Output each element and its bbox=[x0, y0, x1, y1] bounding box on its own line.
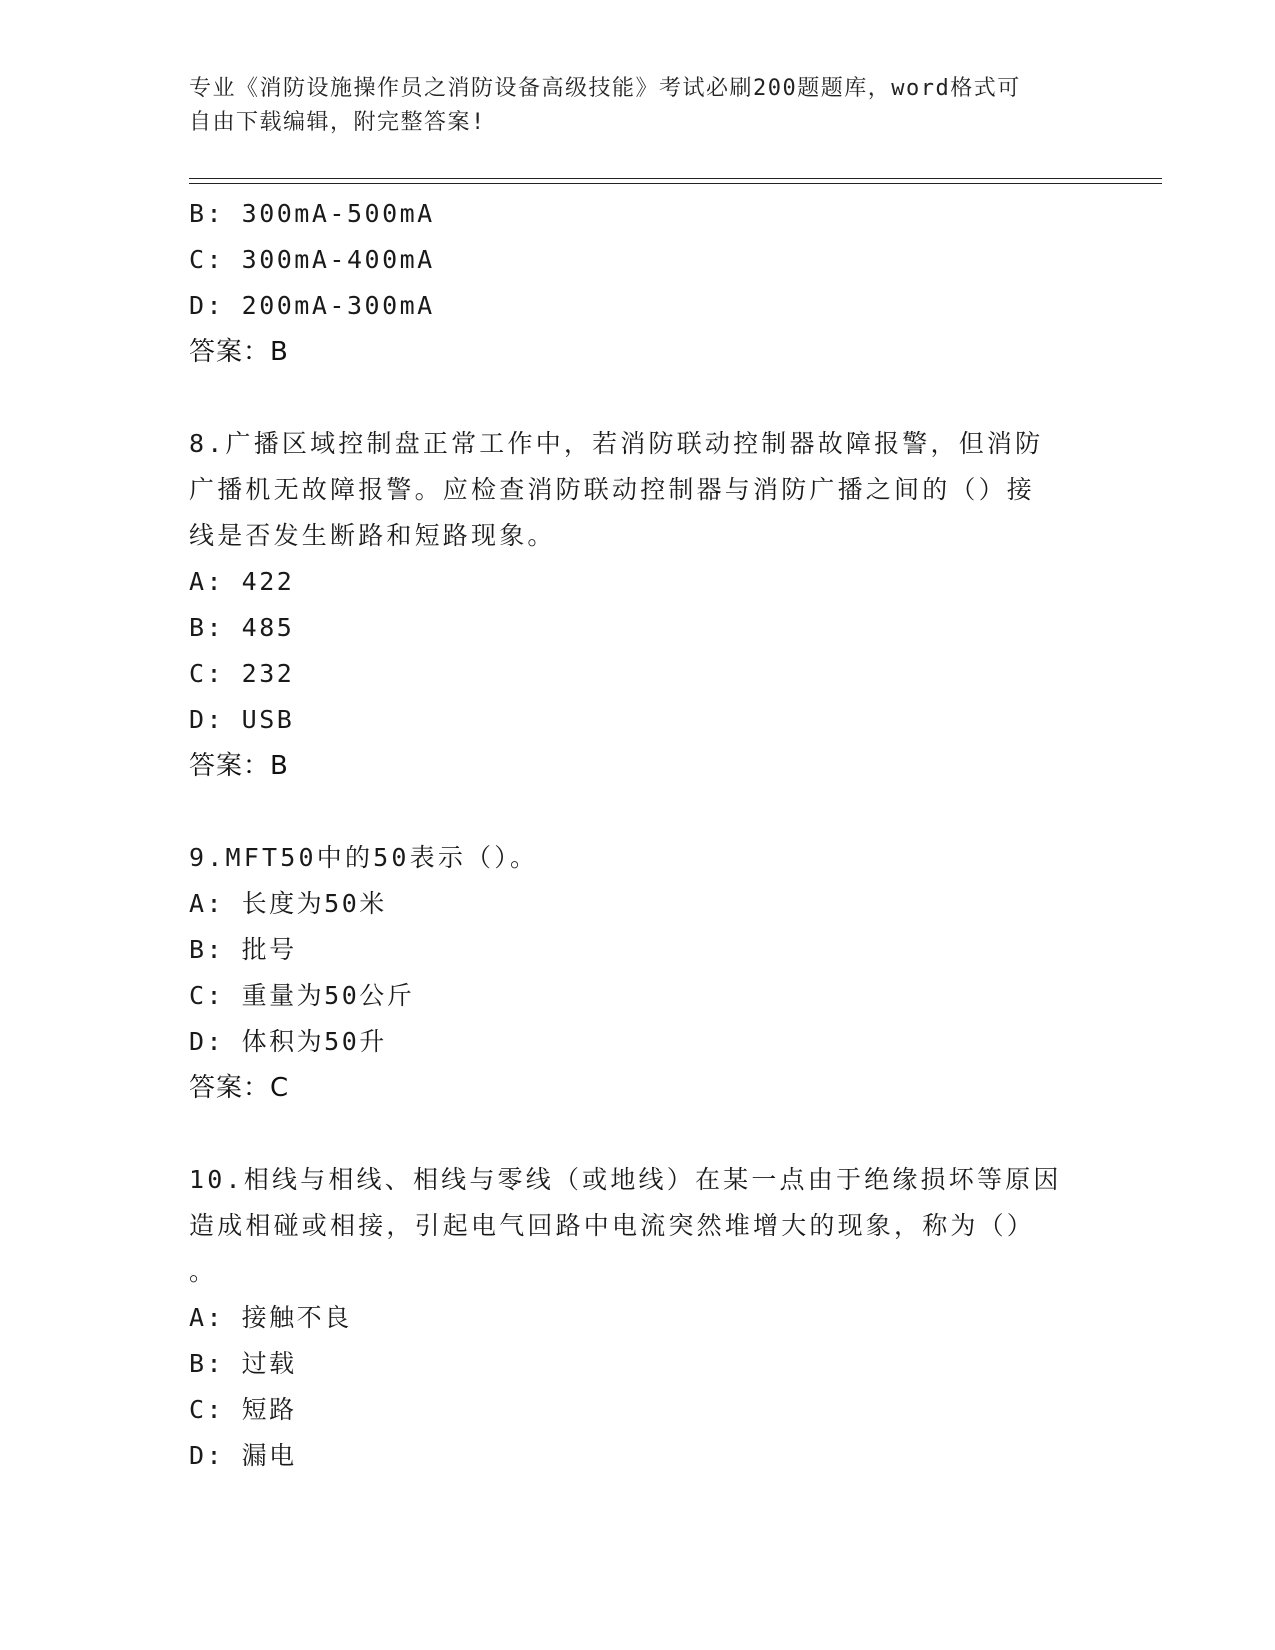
spacer bbox=[189, 789, 1129, 835]
document-header bbox=[189, 72, 1069, 140]
stem-line: 广播机无故障报警。应检查消防联动控制器与消防广播之间的（）接 bbox=[189, 475, 1036, 504]
spacer bbox=[189, 1111, 1129, 1157]
option-a: A: 接触不良 bbox=[189, 1303, 352, 1332]
option-d: D: 200mA-300mA bbox=[189, 291, 435, 320]
option-b: B: 300mA-500mA bbox=[189, 199, 435, 228]
option-b: B: 过载 bbox=[189, 1349, 297, 1378]
header-line-1: 专业《消防设施操作员之消防设备高级技能》考试必刷200题题库，word格式可 bbox=[189, 76, 1021, 101]
option-d: D: 体积为50升 bbox=[189, 1027, 387, 1056]
stem-line: 线是否发生断路和短路现象。 bbox=[189, 521, 556, 550]
header-divider bbox=[189, 178, 1162, 184]
question-content bbox=[189, 191, 1129, 1479]
answer-line: 答案：C bbox=[189, 1073, 290, 1103]
stem-line: 造成相碰或相接，引起电气回路中电流突然堆增大的现象，称为（） bbox=[189, 1211, 1036, 1240]
question-9 bbox=[189, 835, 1129, 1111]
stem-line: 。 bbox=[189, 1257, 218, 1286]
option-c: C: 重量为50公斤 bbox=[189, 981, 415, 1010]
question-stem bbox=[189, 835, 1129, 881]
option-c: C: 232 bbox=[189, 659, 295, 688]
question-8 bbox=[189, 421, 1129, 789]
option-c: C: 短路 bbox=[189, 1395, 297, 1424]
carryover-block bbox=[189, 191, 1129, 375]
question-10 bbox=[189, 1157, 1129, 1479]
header-line-2: 自由下载编辑，附完整答案! bbox=[189, 110, 486, 135]
option-b: B: 485 bbox=[189, 613, 295, 642]
option-c: C: 300mA-400mA bbox=[189, 245, 435, 274]
spacer bbox=[189, 375, 1129, 421]
answer-line: 答案：B bbox=[189, 751, 289, 781]
answer-line: 答案：B bbox=[189, 337, 289, 367]
stem-line: 8.广播区域控制盘正常工作中，若消防联动控制器故障报警，但消防 bbox=[189, 429, 1044, 458]
option-a: A: 422 bbox=[189, 567, 295, 596]
question-stem bbox=[189, 421, 1129, 559]
option-d: D: USB bbox=[189, 705, 295, 734]
option-b: B: 批号 bbox=[189, 935, 297, 964]
stem-line: 10.相线与相线、相线与零线（或地线）在某一点由于绝缘损坏等原因 bbox=[189, 1165, 1062, 1194]
option-d: D: 漏电 bbox=[189, 1441, 297, 1470]
stem-line: 9.MFT50中的50表示（）。 bbox=[189, 843, 539, 872]
option-a: A: 长度为50米 bbox=[189, 889, 387, 918]
question-stem bbox=[189, 1157, 1129, 1295]
